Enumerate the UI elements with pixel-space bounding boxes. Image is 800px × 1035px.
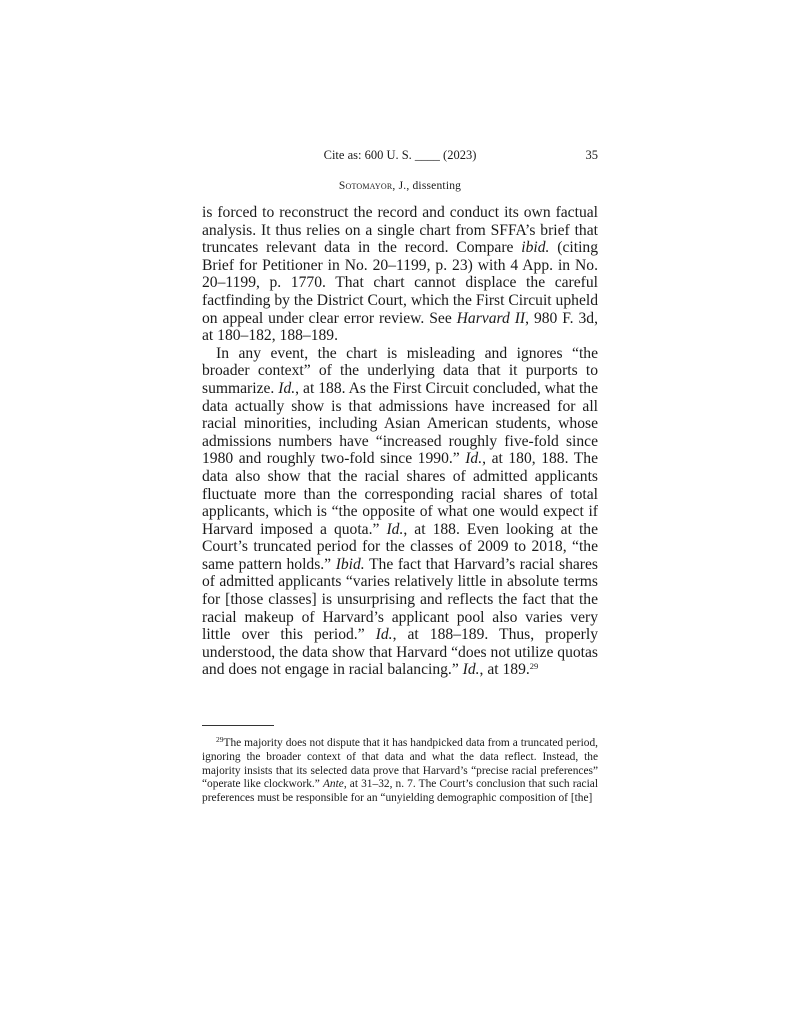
- running-head: [202, 148, 598, 164]
- footnote-29: [202, 737, 598, 806]
- text-run: The fact that Harvard’s racial shares of admitted applicants “varies relatively little in absolute terms for [those classes] is unsurprising and reflects the fact that the racial makeup of Harvard’s applicant pool also varies very little over this period.”: [202, 555, 598, 644]
- text-run: (citing Brief for Petitioner in No. 20–1199, p. 23) with 4 App. in No. 20–1199, p. 1770. That chart cannot displace the careful factfinding by the District Court, which the First Circuit upheld on appeal under clear error review. See: [202, 239, 598, 327]
- citation-ibid: Ibid.: [335, 555, 365, 573]
- author-name: Sotomayor: [338, 180, 393, 192]
- text-run: , at 188–189. Thus, properly understood, the data show that Harvard “does not utilize quotas and does not engage in racial balancing.”: [202, 626, 599, 679]
- opinion-author-line: [202, 180, 598, 192]
- text-run: , at 188. Even looking at the Court’s truncated period for the classes of 2009 to 2018, “the same pattern holds.”: [202, 520, 599, 573]
- footnote-reference[interactable]: 29: [529, 661, 539, 672]
- text-run: The majority does not dispute that it has handpicked data from a truncated period, ignoring the broader context of that data and what the data reflect. Instead, the majority insists that its selected data prove that Harvard’s “precise racial preferences” “operate like clockwork.”: [202, 737, 598, 791]
- citation-header: Cite as: 600 U. S. ____ (2023): [323, 148, 477, 162]
- footnote-paragraph: [202, 737, 598, 806]
- paragraph-1: [202, 204, 598, 345]
- citation-id: Id.: [278, 379, 296, 397]
- text-run: In any event, the chart is misleading and ignores “the broader context” of the underlying data that it purports to summarize.: [202, 344, 598, 397]
- text-run: , at 188. As the First Circuit concluded, what the data actually show is that admissions have increased for all racial minorities, including Asian American students, whose admissions numbers have “increased roughly five-fold since 1980 and roughly two-fold since 1990.”: [202, 379, 599, 468]
- footnote-divider: [202, 725, 274, 726]
- citation-id: Id.: [386, 520, 404, 538]
- footnote-number: 29: [216, 735, 224, 744]
- citation-id: Id.: [462, 661, 480, 679]
- author-role: , J., dissenting: [392, 180, 462, 192]
- citation-harvard-ii: Harvard II: [456, 309, 526, 327]
- text-run: , at 31–32, n. 7. The Court’s conclusion that such racial preferences must be responsible for an “unyielding demographic composition of [the]: [202, 778, 598, 805]
- page-number: 35: [585, 148, 598, 162]
- paragraph-2: [202, 345, 598, 679]
- citation-id: Id.: [465, 450, 483, 468]
- citation-id: Id.: [375, 626, 393, 644]
- text-run: , at 180, 188. The data also show that the racial shares of admitted applicants fluctuate more than the corresponding racial shares of total applicants, which is “the opposite of what one would expect if Harvard imposed a quota.”: [202, 450, 598, 538]
- citation-ibid: ibid.: [521, 239, 550, 257]
- text-run: , at 189.: [479, 661, 530, 679]
- citation-ante: Ante: [322, 778, 344, 791]
- text-run: is forced to reconstruct the record and conduct its own factual analysis. It thus relies on a single chart from SFFA’s brief that truncates relevant data in the record. Compare: [202, 204, 598, 257]
- opinion-body: [202, 204, 598, 679]
- text-run: , 980 F. 3d, at 180–182, 188–189.: [202, 309, 598, 345]
